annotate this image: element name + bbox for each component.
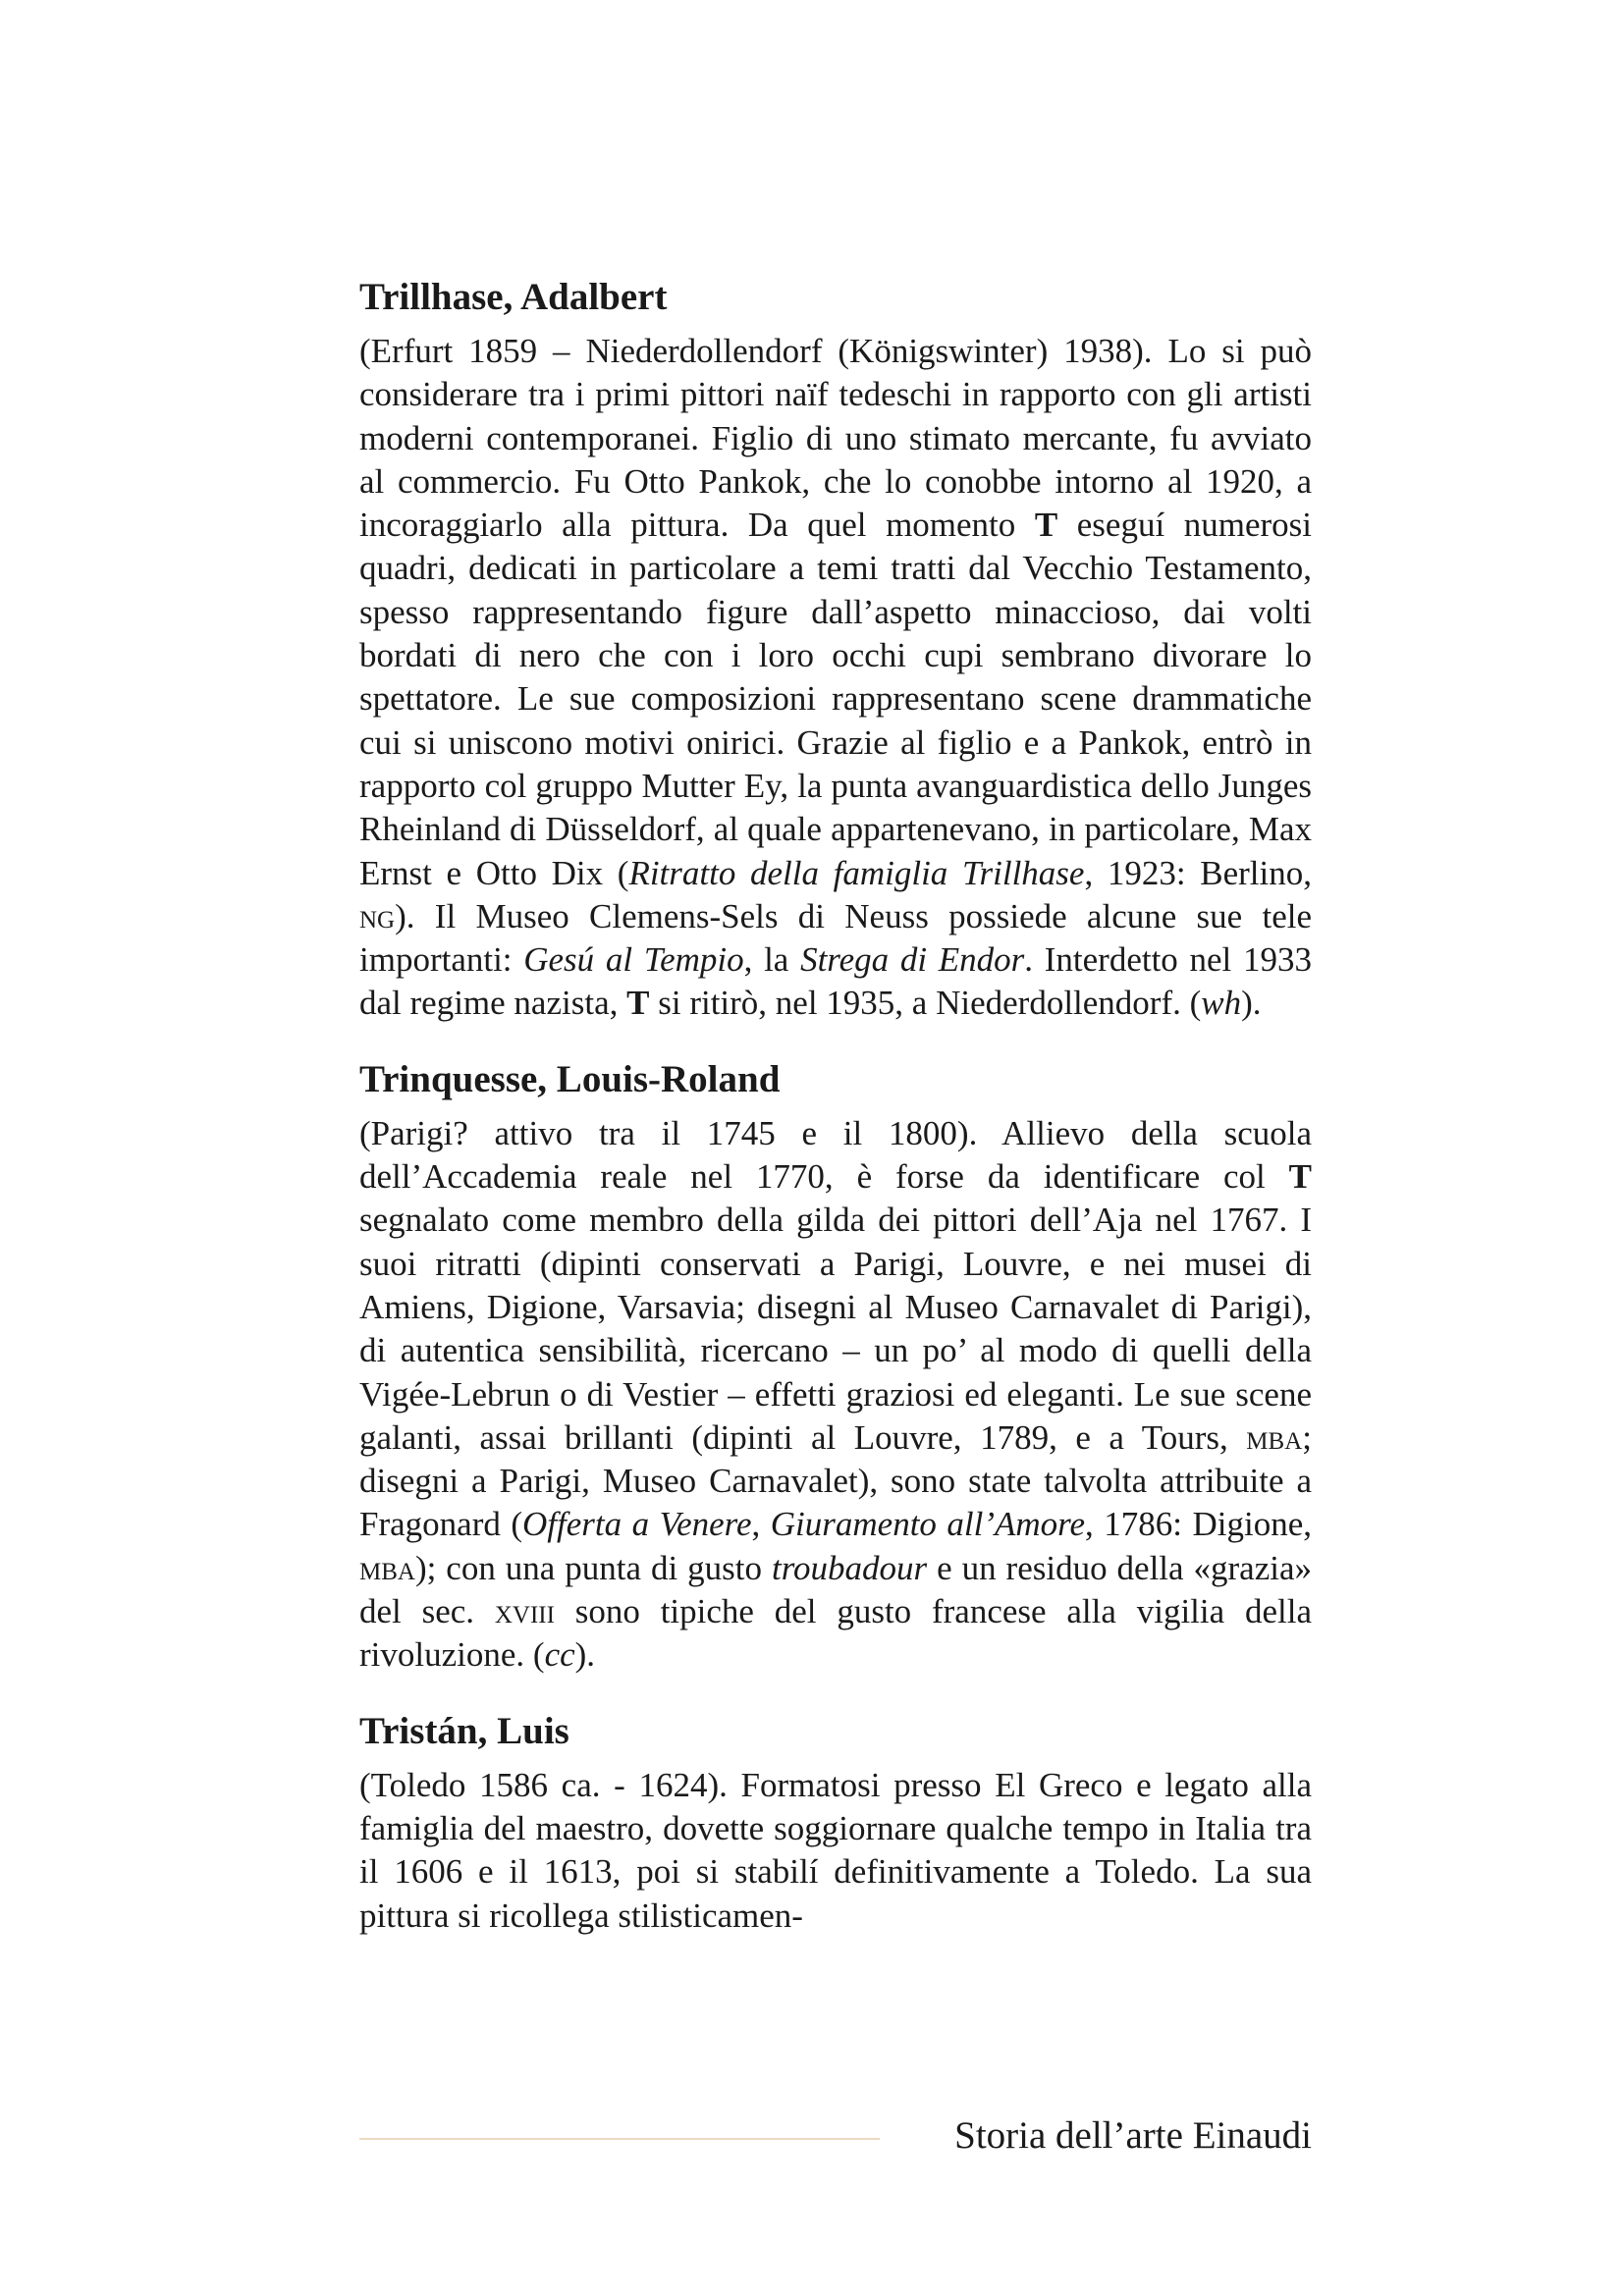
page-footer (359, 2109, 1312, 2167)
text-run: eseguí numerosi quadri, dedicati in particolare a temi tratti dal Vecchio Testamento, spesso rappresentando figure dall’aspetto minaccioso, dai volti bordati di nero che con i loro occhi cupi sembrano divorare lo spettatore. Le sue composizioni rappresentano scene drammatiche cui si uniscono motivi onirici. Grazie al figlio e a Pankok, entrò in rapporto col gruppo Mutter Ey, la punta avanguardistica dello Junges Rheinland di Düsseldorf, al quale appartenevano, in particolare, Max Ernst e Otto Dix ( (359, 506, 1312, 892)
entry-trinquesse (359, 1055, 1312, 1678)
entry-body (359, 1112, 1312, 1678)
text-run: ). Il Museo Clemens-Sels di Neuss possiede alcune sue tele importanti: (359, 896, 1312, 980)
footer-publisher: Storia dell’arte Einaudi (954, 2114, 1312, 2157)
entry-body (359, 1764, 1312, 1938)
text-run: troubadour (771, 1548, 928, 1587)
entry-tristan (359, 1707, 1312, 1938)
page-content (359, 273, 1312, 1967)
entry-title: Trinquesse, Louis-Roland (359, 1057, 781, 1100)
text-run: ; disegni a Parigi, Museo Carnavalet), sono state talvolta attribuite a Fragonard ( (359, 1417, 1312, 1544)
text-run: e un residuo della «grazia» del sec. (359, 1548, 1312, 1631)
entry-title: Trillhase, Adalbert (359, 276, 668, 318)
entry-trillhase (359, 273, 1312, 1026)
text-run: T (1034, 506, 1058, 545)
text-run: mba (1246, 1417, 1303, 1457)
text-run: ); con una punta di gusto (414, 1548, 772, 1587)
text-run: si ritirò, nel 1935, a Niederdollendorf. ( (649, 984, 1202, 1023)
text-run: , 1923: Berlino, (1084, 853, 1312, 892)
text-run: mba (359, 1548, 415, 1587)
text-run: sono tipiche del gusto francese alla vigilia della rivoluzione. ( (359, 1592, 1312, 1675)
text-run: Offerta a Venere (522, 1505, 752, 1544)
text-run: Ritratto della famiglia Trillhase (628, 853, 1085, 892)
text-run: wh (1201, 984, 1242, 1023)
text-run: cc (544, 1635, 575, 1675)
entry-body (359, 330, 1312, 1026)
text-run: ). (1241, 984, 1262, 1023)
text-run: xviii (494, 1592, 555, 1631)
text-run: , 1786: Digione, (1085, 1505, 1312, 1544)
text-run: segnalato come membro della gilda dei pittori dell’Aja nel 1767. I suoi ritratti (dipinti conservati a Parigi, Louvre, e nei musei di Amiens, Digione, Varsavia; disegni al Museo Carnavalet di Parigi), di autentica sensibilità, ricercano – un po’ al modo di quelli della Vigée-Lebrun o di Vestier – effetti graziosi ed eleganti. Le sue scene galanti, assai brillanti (dipinti al Louvre, 1789, e a Tours, (359, 1201, 1312, 1457)
footer-rule (359, 2138, 880, 2140)
text-run: ). (574, 1635, 596, 1675)
text-run: Strega di Endor (800, 940, 1025, 980)
entry-title: Tristán, Luis (359, 1709, 569, 1752)
text-run: Giuramento all’Amore (770, 1505, 1086, 1544)
text-run: , la (743, 940, 801, 980)
text-run: (Toledo 1586 ca. - 1624). Formatosi presso El Greco e legato alla famiglia del maestro, dovette soggiornare qualche tempo in Italia tra il 1606 e il 1613, poi si stabilí definitivamente a Toledo. La sua pittura si ricollega stilisticamen- (359, 1765, 1312, 1935)
text-run: (Erfurt 1859 – Niederdollendorf (Königswinter) 1938). Lo si può considerare tra i primi pittori naïf tedeschi in rapporto con gli artisti moderni contemporanei. Figlio di uno stimato mercante, fu avviato al commercio. Fu Otto Pankok, che lo conobbe intorno al 1920, a incoraggiarlo alla pittura. Da quel momento (359, 332, 1312, 545)
text-run: ng (359, 896, 396, 935)
text-run: . Interdetto nel 1933 dal regime nazista, (359, 940, 1312, 1023)
text-run: Gesú al Tempio (523, 940, 744, 980)
text-run: , (751, 1505, 771, 1544)
text-run: T (1288, 1157, 1312, 1197)
text-run: T (626, 984, 650, 1023)
text-run: (Parigi? attivo tra il 1745 e il 1800). Allievo della scuola dell’Accademia reale nel 1770, è forse da identificare col (359, 1113, 1312, 1197)
